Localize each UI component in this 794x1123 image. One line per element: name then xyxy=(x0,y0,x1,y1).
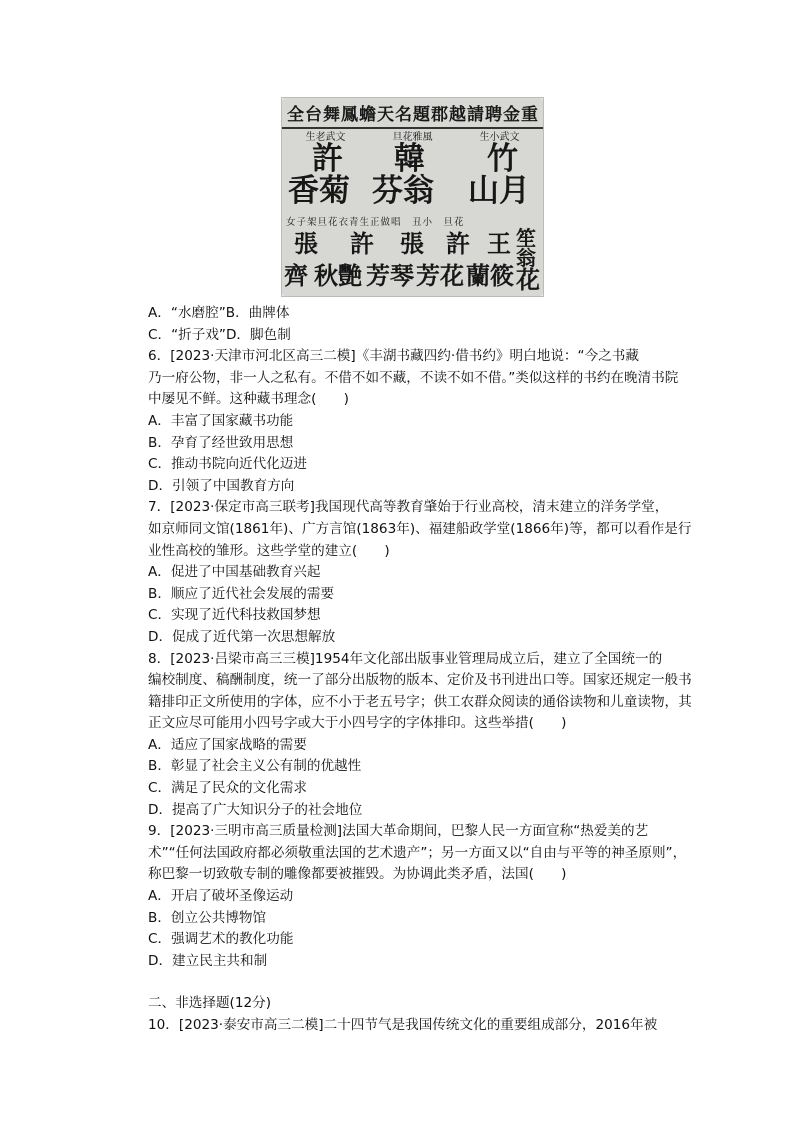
poster-name: 竹 xyxy=(487,141,518,177)
poster-name: 齊 xyxy=(284,261,308,290)
question-7-line: 业性高校的雏形。这些学堂的建立( ) xyxy=(148,542,390,559)
option-line: D．建立民主共和制 xyxy=(148,952,268,969)
question-text xyxy=(148,303,692,1037)
question-8-line: 正文应尽可能用小四号字或大于小四号字的字体排印。这些举措( ) xyxy=(148,715,567,732)
poster-name: 張 xyxy=(400,229,424,258)
poster-name: 許 xyxy=(312,141,343,177)
poster-name: 韓 xyxy=(394,141,425,177)
poster-role: 旦花雅風 xyxy=(392,132,433,143)
option-line: B．顺应了近代社会发展的需要 xyxy=(148,585,335,602)
option-line: C．“折子戏”D．脚色制 xyxy=(148,326,291,343)
poster-texture xyxy=(282,98,543,296)
option-line: C．强调艺术的教化功能 xyxy=(148,931,294,948)
poster-name: 許 xyxy=(446,229,470,258)
question-9-line: 称巴黎一切致敬专制的雕像都要被摧毁。为协调此类矛盾，法国( ) xyxy=(148,866,567,883)
poster-name: 蘭筱 xyxy=(466,261,514,290)
option-line: A．开启了破坏圣像运动 xyxy=(148,888,294,905)
question-6-line: 中屡见不鲜。这种藏书理念( ) xyxy=(148,391,349,408)
question-9-line: 9．[2023·三明市高三质量检测]法国大革命期间，巴黎人民一方面宣称“热爱美的艺 xyxy=(148,823,649,840)
option-line: D．促成了近代第一次思想解放 xyxy=(148,628,336,645)
poster-name: 花 xyxy=(516,265,540,294)
option-line: A．适应了国家战略的需要 xyxy=(148,736,307,753)
poster-name: 山月 xyxy=(468,173,530,209)
poster-name: 芳琴 xyxy=(366,261,414,290)
question-8-line: 8．[2023·吕梁市高三三模]1954年文化部出版事业管理局成立后，建立了全国统一的 xyxy=(148,650,663,667)
question-8-line: 籍排印正文所使用的字体，应不小于老五号字；供工农群众阅读的通俗读物和儿童读物，其 xyxy=(148,693,692,710)
option-line: C．实现了近代科技救国梦想 xyxy=(148,607,321,624)
option-line: A．“水磨腔”B．曲牌体 xyxy=(148,305,290,321)
option-line: B．创立公共博物馆 xyxy=(148,909,267,926)
poster-name: 香菊 xyxy=(288,173,350,209)
poster-role: 生小武文 xyxy=(479,132,520,143)
poster-name: 秋艷 xyxy=(314,261,362,290)
question-6-line: 6．[2023·天津市河北区高三二模]《丰湖书藏四约·借书约》明白地说：“今之书藏 xyxy=(148,348,639,365)
question-7-line: 如京师同文馆(1861年)、广方言馆(1863年)、福建船政学堂(1866年)等，都可以看作是行 xyxy=(148,520,692,537)
option-line: C．推动书院向近代化迈进 xyxy=(148,456,308,473)
poster-name: 芬翁 xyxy=(372,173,434,209)
poster-header: 全台舞鳳蟾天名題郡越請聘金重 xyxy=(282,100,543,129)
poster-name: 許 xyxy=(350,229,374,258)
poster-name: 笙 xyxy=(516,226,536,250)
option-line: B．彰显了社会主义公有制的优越性 xyxy=(148,758,362,775)
poster-name: 張 xyxy=(294,229,318,258)
option-line: D．引领了中国教育方向 xyxy=(148,477,295,494)
section-title: 二、非选择题(12分) xyxy=(148,995,272,1012)
option-line: B．孕育了经世致用思想 xyxy=(148,434,294,451)
poster-roles-bottom: 女子架旦花衣青生正做唱 丑小 旦花 xyxy=(286,217,465,228)
poster-name: 王 xyxy=(487,229,511,258)
poster-name: 翁 xyxy=(516,246,536,270)
question-7-line: 7．[2023·保定市高三联考]我国现代高等教育肇始于行业高校，清末建立的洋务学堂， xyxy=(148,499,669,516)
question-9-line: 术”“任何法国政府都必须敬重法国的艺术遗产”；另一方面又以“自由与平等的神圣原则”， xyxy=(148,844,687,861)
option-line: D．提高了广大知识分子的社会地位 xyxy=(148,801,363,818)
opera-poster-image xyxy=(281,97,544,297)
option-line: A．促进了中国基础教育兴起 xyxy=(148,564,321,581)
poster-role: 生老武文 xyxy=(305,132,346,143)
option-line: C．满足了民众的文化需求 xyxy=(148,780,308,797)
question-8-line: 编校制度、稿酬制度，统一了部分出版物的版本、定价及书刊进出口等。国家还规定一般书 xyxy=(148,672,692,689)
question-6-line: 乃一府公物，非一人之私有。不借不如不藏，不读不如不借。”类似这样的书约在晚清书院 xyxy=(148,369,679,386)
poster-name: 芳花 xyxy=(416,261,464,290)
question-10-line: 10．[2023·泰安市高三二模]二十四节气是我国传统文化的重要组成部分，2016年被 xyxy=(148,1017,658,1033)
option-line: A．丰富了国家藏书功能 xyxy=(148,412,294,429)
